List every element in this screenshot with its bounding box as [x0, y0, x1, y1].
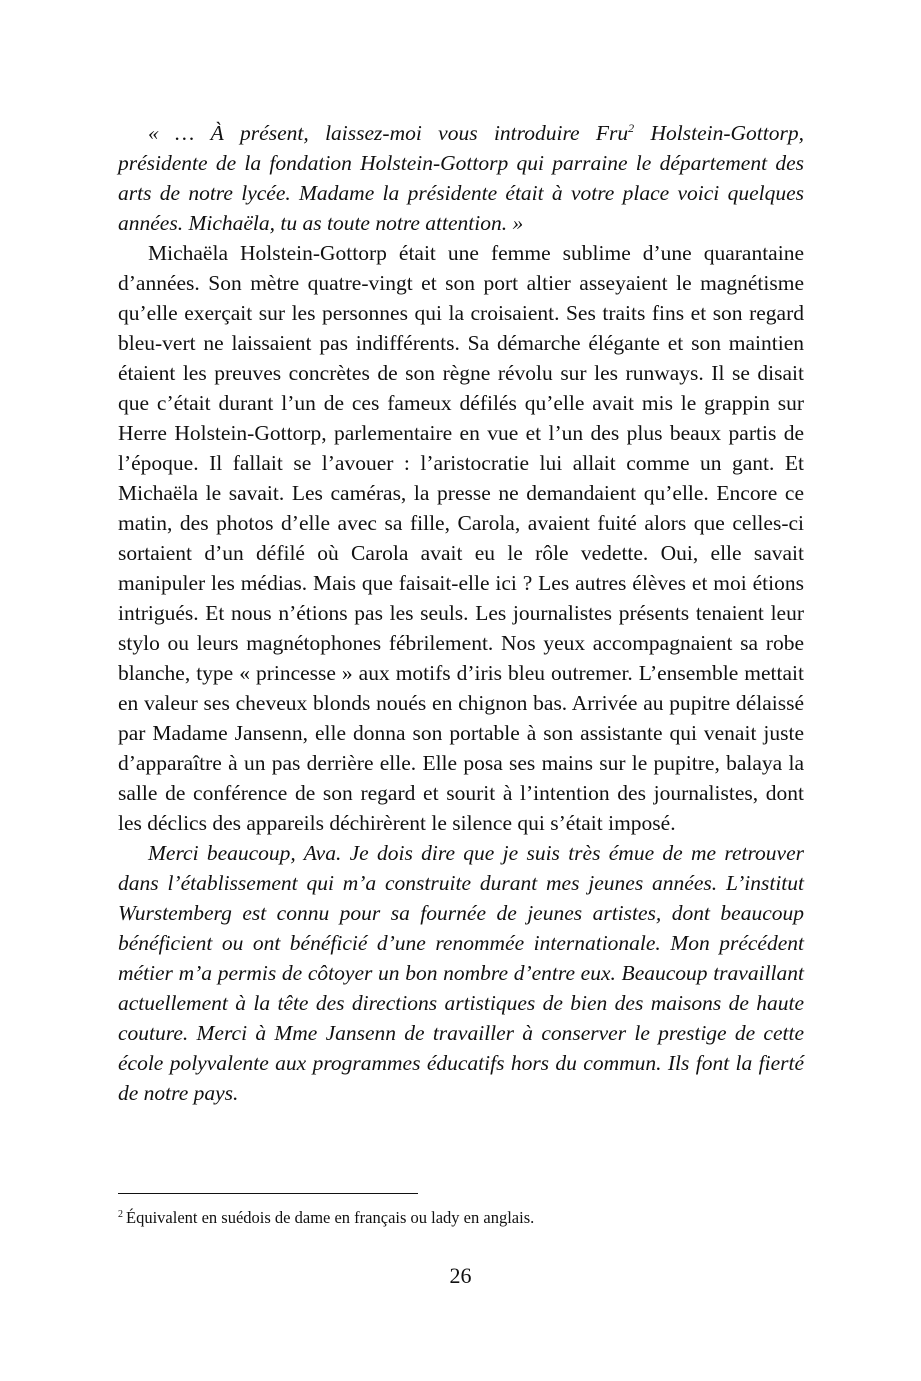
footnote-reference: 2: [628, 120, 635, 135]
footnote-divider: [118, 1193, 418, 1194]
paragraph-description: Michaëla Holstein-Gottorp était une femme sublime d’une quarantaine d’années. Son mètre quatre-vingt et son port altier asseyaient le magnétisme qu’elle exerçait sur les personnes qui la croisaient. Ses traits fins et son regard bleu-vert ne laissaient pas indifférents. Sa démarche élégante et son maintien étaient les preuves concrètes de son règne révolu sur les runways. Il se disait que c’était durant l’un de ces fameux défilés qu’elle avait mis le grappin sur Herre Holstein-Gottorp, parlementaire en vue et l’un des plus beaux partis de l’époque. Il fallait se l’avouer : l’aristocratie lui allait comme un gant. Et Michaëla le savait. Les caméras, la presse ne demandaient qu’elle. Encore ce matin, des photos d’elle avec sa fille, Carola, avaient fuité alors que celles-ci sortaient d’un défilé où Carola avait eu le rôle vedette. Oui, elle savait manipuler les médias. Mais que faisait-elle ici ? Les autres élèves et moi étions intrigués. Et nous n’étions pas les seuls. Les journalistes présents tenaient leur stylo ou leurs magnétophones fébrilement. Nos yeux accompagnaient sa robe blanche, type « princesse » aux motifs d’iris bleu outremer. L’ensemble mettait en valeur ses cheveux blonds noués en chignon bas. Arrivée au pupitre délaissé par Madame Jansenn, elle donna son portable à son assistante qui venait juste d’apparaître à un pas derrière elle. Elle posa ses mains sur le pupitre, balaya la salle de conférence de son regard et sourit à l’intention des journalistes, dont les déclics des appareils déchirèrent le silence qui s’était imposé.: [118, 241, 804, 835]
page-number: 26: [449, 1263, 472, 1288]
paragraph-introduction-quote: [118, 118, 804, 238]
footnote-marker: 2: [118, 1208, 123, 1220]
footnote: [118, 1207, 804, 1229]
page-body: [118, 118, 804, 1108]
footnote-text: Équivalent en suédois de dame en français ou lady en anglais.: [126, 1208, 535, 1227]
paragraph-text: « … À présent, laissez-moi vous introduire Fru: [148, 121, 629, 145]
paragraph-speech: Merci beaucoup, Ava. Je dois dire que je suis très émue de me retrouver dans l’établissement qui m’a construite durant mes jeunes années. L’institut Wurstemberg est connu pour sa fournée de jeunes artistes, dont beaucoup bénéficient ou ont bénéficié d’une renommée internationale. Mon précédent métier m’a permis de côtoyer un bon nombre d’entre eux. Beaucoup travaillant actuellement à la tête des directions artistiques de bien des maisons de haute couture. Merci à Mme Jansenn de travailler à conserver le prestige de cette école polyvalente aux programmes éducatifs hors du commun. Ils font la fierté de notre pays.: [118, 841, 804, 1105]
paragraph-text: Holstein-Gottorp, présidente de la fondation Holstein-Gottorp qui parraine le département des arts de notre lycée. Madame la présidente était à votre place voici quelques années. Michaëla, tu as toute notre attention. »: [118, 121, 804, 235]
